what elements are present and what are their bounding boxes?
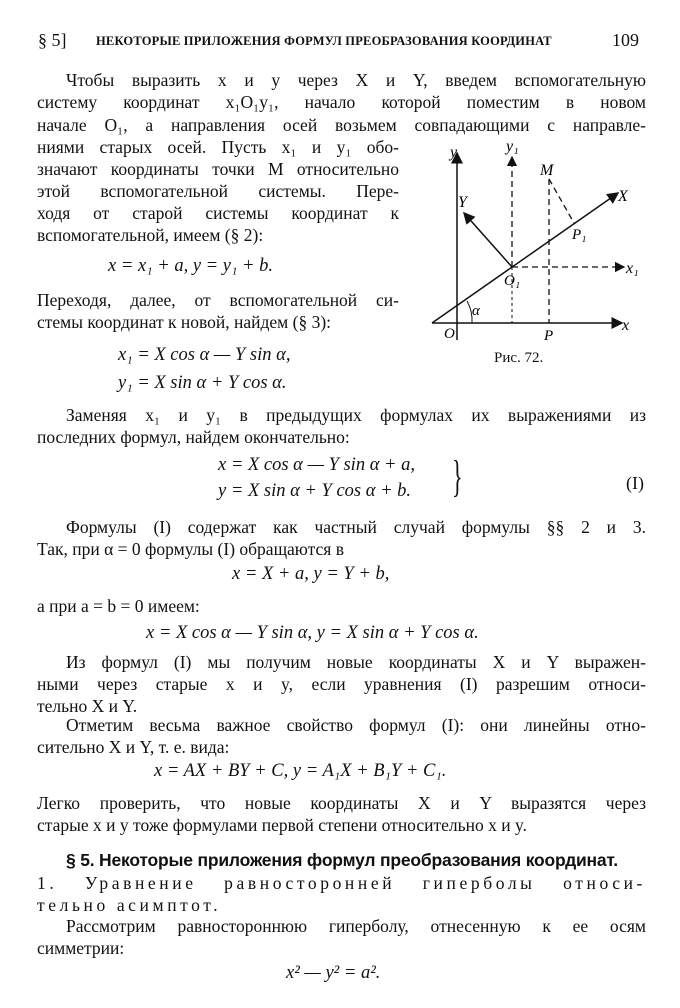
label-P1: P₁ <box>572 227 587 243</box>
para1-line6: этой вспомогательной системы. Пере- <box>37 181 399 201</box>
para6-line2: ными через старые x и y, если уравнения (I) разрешим относи- <box>37 674 646 694</box>
projection-MP1 <box>549 179 574 223</box>
equation-6: x² — y² = a². <box>286 963 381 983</box>
figure-caption: Рис. 72. <box>494 350 544 366</box>
system-I-line2: y = X sin α + Y cos α + b. <box>218 481 412 501</box>
para2-line2: стемы координат к новой, найдем (§ 3): <box>37 312 332 332</box>
para9-line2: симметрии: <box>37 938 125 958</box>
label-x: x <box>622 317 630 334</box>
label-P: P <box>544 328 554 344</box>
equation-5: x = AX + BY + C, y = A₁X + B₁Y + C₁. <box>154 761 447 781</box>
para5: а при a = b = 0 имеем: <box>37 596 200 616</box>
para2-line1: Переходя, далее, от вспомогательной си- <box>37 290 399 310</box>
label-Y: Y <box>458 194 467 211</box>
equation-3: x = X + a, y = Y + b, <box>232 564 390 584</box>
para1-line1: Чтобы выразить x и y через X и Y, введем вспомогательную <box>66 70 646 90</box>
axis-Y <box>464 213 512 267</box>
label-x1: x₁ <box>626 260 639 277</box>
para6-line3: тельно X и Y. <box>37 696 138 716</box>
equation-2-line2: y₁ = X sin α + Y cos α. <box>118 373 287 393</box>
para3-line1: Заменяя x₁ и y₁ в предыдущих формулах их выражениями из <box>66 405 646 425</box>
para8-line2: старые x и y тоже формулами первой степени относительно x и y. <box>37 815 527 835</box>
running-head-title: НЕКОТОРЫЕ ПРИЛОЖЕНИЯ ФОРМУЛ ПРЕОБРАЗОВАНИЯ КООРДИНАТ <box>96 34 552 48</box>
subsection-line2: тельно асимптот. <box>37 895 222 915</box>
system-tag: (I) <box>626 473 644 493</box>
label-X: X <box>618 188 628 205</box>
system-I-line1: x = X cos α — Y sin α + a, <box>218 455 416 475</box>
subsection-line1: 1. Уравнение равносторонней гиперболы относи- <box>37 873 646 893</box>
equation-1: x = x₁ + a, y = y₁ + b. <box>108 256 274 276</box>
para7-line2: сительно X и Y, т. е. вида: <box>37 737 230 757</box>
page-number: 109 <box>612 30 639 50</box>
para1-line7: ходя от старой системы координат к <box>37 203 399 223</box>
para8-line1: Легко проверить, что новые координаты X и Y выразятся через <box>37 793 646 813</box>
label-M: M <box>540 162 554 179</box>
label-y: y <box>450 144 458 161</box>
running-head-section: § 5] <box>38 30 67 50</box>
para6-line1: Из формул (I) мы получим новые координаты X и Y выражен- <box>66 652 646 672</box>
section-heading: § 5. Некоторые приложения формул преобразования координат. <box>66 850 618 870</box>
label-O1: O₁ <box>504 273 521 289</box>
para1-line4: ниями старых осей. Пусть x₁ и y₁ обо- <box>37 137 399 157</box>
para1-line5: значают координаты точки M относительно <box>37 159 399 179</box>
para4-line2: Так, при α = 0 формулы (I) обращаются в <box>37 539 344 559</box>
para7-line1: Отметим весьма важное свойство формул (I): они линейны отно- <box>66 715 646 735</box>
label-y1: y₁ <box>506 138 519 155</box>
para1-line3: начале O₁, а направления осей возьмем совпадающими с направле- <box>37 115 646 135</box>
para1-line2: систему координат x₁O₁y₁, начало которой поместим в новом <box>37 92 646 112</box>
figure-72 <box>420 135 660 350</box>
para9-line1: Рассмотрим равностороннюю гиперболу, отнесенную к ее осям <box>66 916 646 936</box>
axis-X <box>432 193 618 323</box>
label-O: O <box>444 326 455 342</box>
equation-4: x = X cos α — Y sin α, y = X sin α + Y cos α. <box>146 623 479 643</box>
para1-line8: вспомогательной, имеем (§ 2): <box>37 225 264 245</box>
para4-line1: Формулы (I) содержат как частный случай формулы §§ 2 и 3. <box>66 517 646 537</box>
equation-2-line1: x₁ = X cos α — Y sin α, <box>118 345 291 365</box>
label-alpha: α <box>472 303 480 319</box>
para3-line2: последних формул, найдем окончательно: <box>37 427 350 447</box>
system-brace: } <box>452 452 463 501</box>
